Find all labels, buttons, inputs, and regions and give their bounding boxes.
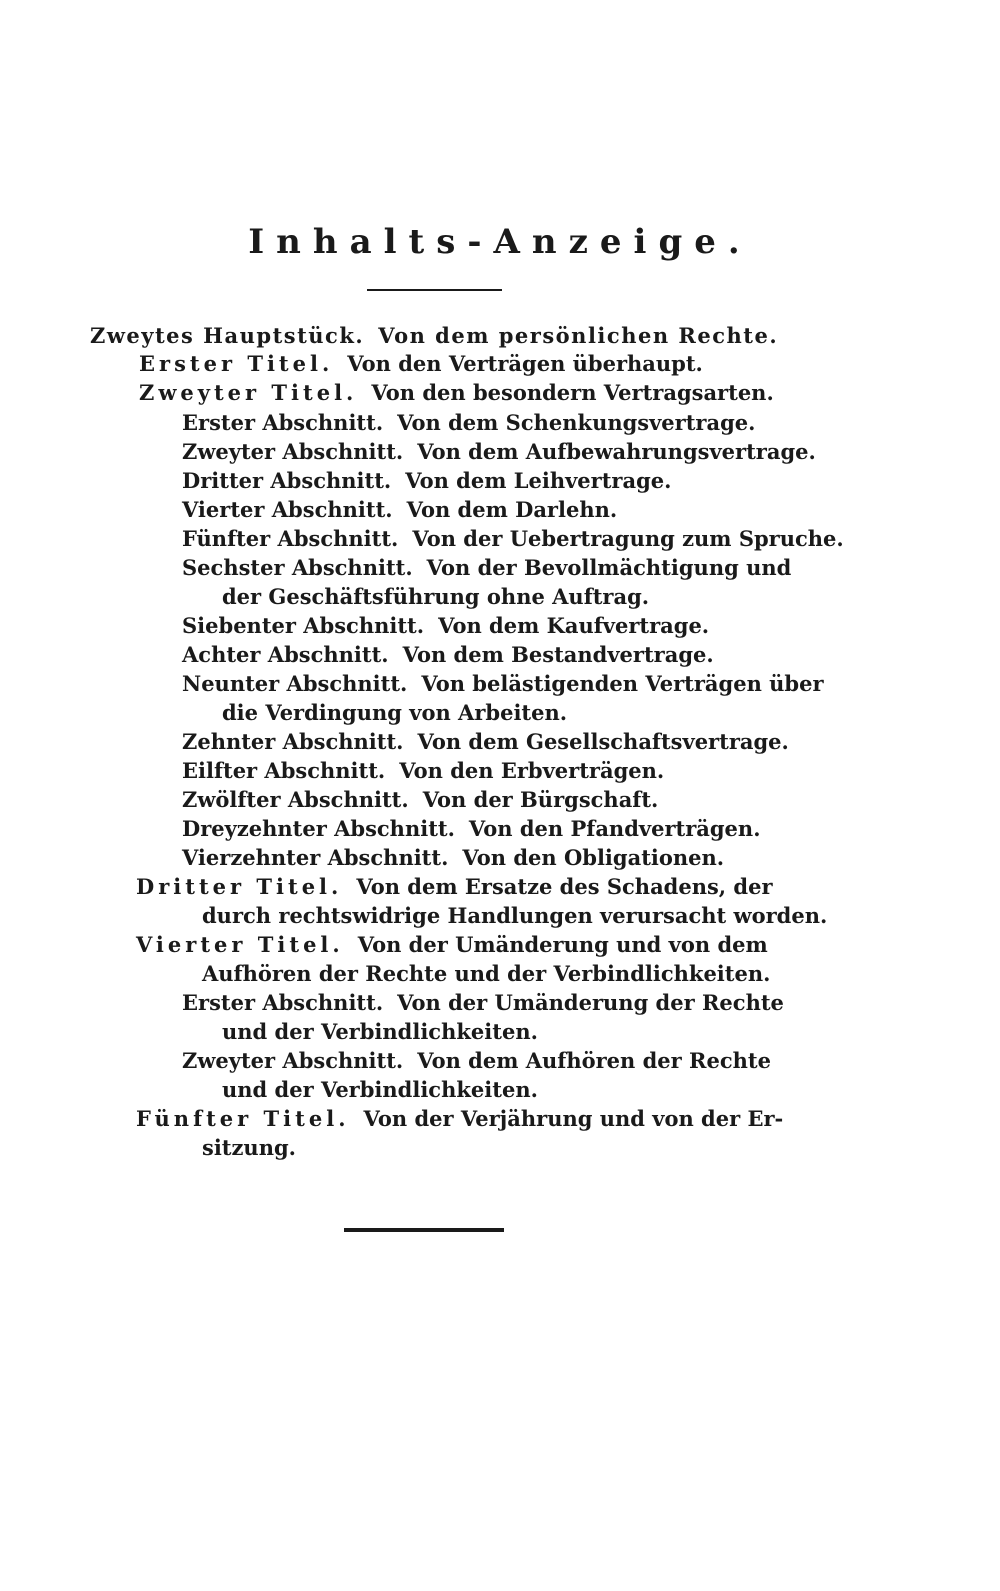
closing-divider bbox=[344, 1228, 504, 1232]
table-of-contents bbox=[0, 322, 1000, 1172]
toc-entry-text: die Verdingung von Arbeiten. bbox=[222, 700, 568, 725]
toc-entry-text: und der Verbindlichkeiten. bbox=[222, 1077, 538, 1102]
toc-entry bbox=[182, 438, 816, 466]
toc-entry-text: der Geschäftsführung ohne Auftrag. bbox=[222, 584, 650, 609]
toc-entry-label: Sechster Abschnitt. bbox=[182, 555, 413, 580]
toc-entry bbox=[182, 467, 671, 495]
toc-entry-continuation bbox=[222, 699, 567, 727]
toc-entry bbox=[182, 989, 784, 1017]
toc-entry-continuation bbox=[202, 902, 827, 930]
toc-entry-text: Aufhören der Rechte und der Verbindlichkeiten. bbox=[202, 961, 771, 986]
toc-entry-label: Zehnter Abschnitt. bbox=[182, 729, 404, 754]
toc-entry bbox=[182, 496, 617, 524]
toc-entry bbox=[136, 931, 768, 959]
toc-entry bbox=[139, 379, 774, 407]
toc-entry bbox=[182, 670, 824, 698]
toc-entry bbox=[182, 612, 709, 640]
toc-entry bbox=[182, 409, 755, 437]
toc-entry-continuation bbox=[222, 1076, 538, 1104]
toc-entry bbox=[182, 554, 791, 582]
toc-entry-text: Von der Bevollmächtigung und bbox=[426, 555, 792, 580]
toc-entry-text: Von dem Darlehn. bbox=[406, 497, 618, 522]
toc-entry-text: Von dem Aufhören der Rechte bbox=[417, 1048, 771, 1073]
toc-entry-text: Von belästigenden Verträgen über bbox=[421, 671, 824, 696]
toc-entry bbox=[90, 322, 778, 350]
toc-entry-text: Von dem Ersatze des Schadens, der bbox=[356, 874, 773, 899]
toc-entry-label: Achter Abschnitt. bbox=[182, 642, 389, 667]
toc-entry-label: Zweytes Hauptstück. bbox=[90, 323, 365, 348]
title-divider bbox=[367, 289, 502, 291]
toc-entry-continuation bbox=[202, 960, 770, 988]
toc-entry-label: Fünfter Abschnitt. bbox=[182, 526, 399, 551]
toc-entry-label: Erster Titel. bbox=[139, 351, 334, 376]
toc-entry bbox=[136, 873, 773, 901]
toc-entry-continuation bbox=[202, 1134, 296, 1162]
toc-entry bbox=[182, 525, 844, 553]
toc-entry-label: Erster Abschnitt. bbox=[182, 990, 384, 1015]
toc-entry-label: Dritter Titel. bbox=[136, 874, 343, 899]
toc-entry-text: Von dem Schenkungsvertrage. bbox=[397, 410, 756, 435]
toc-entry-label: Fünfter Titel. bbox=[136, 1106, 350, 1131]
toc-entry-text: Von der Umänderung und von dem bbox=[357, 932, 768, 957]
toc-entry-text: Von den Erbverträgen. bbox=[399, 758, 665, 783]
toc-entry-label: Vierter Abschnitt. bbox=[182, 497, 393, 522]
toc-entry-text: Von den besondern Vertragsarten. bbox=[371, 380, 774, 405]
toc-entry-label: Siebenter Abschnitt. bbox=[182, 613, 425, 638]
toc-entry bbox=[139, 350, 703, 378]
toc-entry bbox=[182, 1047, 771, 1075]
toc-entry-label: Vierter Titel. bbox=[136, 932, 344, 957]
toc-entry-label: Vierzehnter Abschnitt. bbox=[182, 845, 449, 870]
toc-entry-text: sitzung. bbox=[202, 1135, 296, 1160]
toc-entry-text: Von der Bürgschaft. bbox=[422, 787, 659, 812]
toc-entry-label: Dritter Abschnitt. bbox=[182, 468, 392, 493]
toc-entry-label: Neunter Abschnitt. bbox=[182, 671, 408, 696]
toc-entry-text: Von dem Aufbewahrungsvertrage. bbox=[417, 439, 816, 464]
toc-entry-label: Zweyter Abschnitt. bbox=[182, 1048, 404, 1073]
toc-entry-text: Von dem Bestandvertrage. bbox=[402, 642, 714, 667]
toc-entry-label: Zweyter Abschnitt. bbox=[182, 439, 404, 464]
page-title: Inhalts-Anzeige. bbox=[248, 222, 752, 262]
toc-entry bbox=[182, 786, 658, 814]
toc-entry-continuation bbox=[222, 1018, 538, 1046]
toc-entry bbox=[136, 1105, 783, 1133]
toc-entry bbox=[182, 844, 724, 872]
toc-entry-text: Von dem Leihvertrage. bbox=[405, 468, 672, 493]
toc-entry-text: Von den Pfandverträgen. bbox=[468, 816, 761, 841]
toc-entry bbox=[182, 728, 789, 756]
toc-entry-label: Dreyzehnter Abschnitt. bbox=[182, 816, 455, 841]
toc-entry bbox=[182, 815, 761, 843]
toc-entry bbox=[182, 641, 714, 669]
toc-entry-continuation bbox=[222, 583, 649, 611]
toc-entry-text: Von der Umänderung der Rechte bbox=[397, 990, 784, 1015]
toc-entry-label: Zweyter Titel. bbox=[139, 380, 358, 405]
toc-entry-text: Von der Verjährung und von der Er- bbox=[363, 1106, 784, 1131]
toc-entry-label: Zwölfter Abschnitt. bbox=[182, 787, 409, 812]
toc-entry-text: Von den Verträgen überhaupt. bbox=[347, 351, 703, 376]
toc-entry-text: durch rechtswidrige Handlungen verursacht worden. bbox=[202, 903, 828, 928]
toc-entry-text: Von dem persönlichen Rechte. bbox=[378, 323, 779, 348]
toc-entry-label: Eilfter Abschnitt. bbox=[182, 758, 386, 783]
toc-entry-text: Von dem Gesellschaftsvertrage. bbox=[417, 729, 789, 754]
toc-entry-text: Von der Uebertragung zum Spruche. bbox=[412, 526, 844, 551]
toc-entry-text: und der Verbindlichkeiten. bbox=[222, 1019, 538, 1044]
toc-entry-text: Von dem Kaufvertrage. bbox=[438, 613, 710, 638]
toc-entry bbox=[182, 757, 664, 785]
toc-entry-label: Erster Abschnitt. bbox=[182, 410, 384, 435]
toc-entry-text: Von den Obligationen. bbox=[462, 845, 725, 870]
